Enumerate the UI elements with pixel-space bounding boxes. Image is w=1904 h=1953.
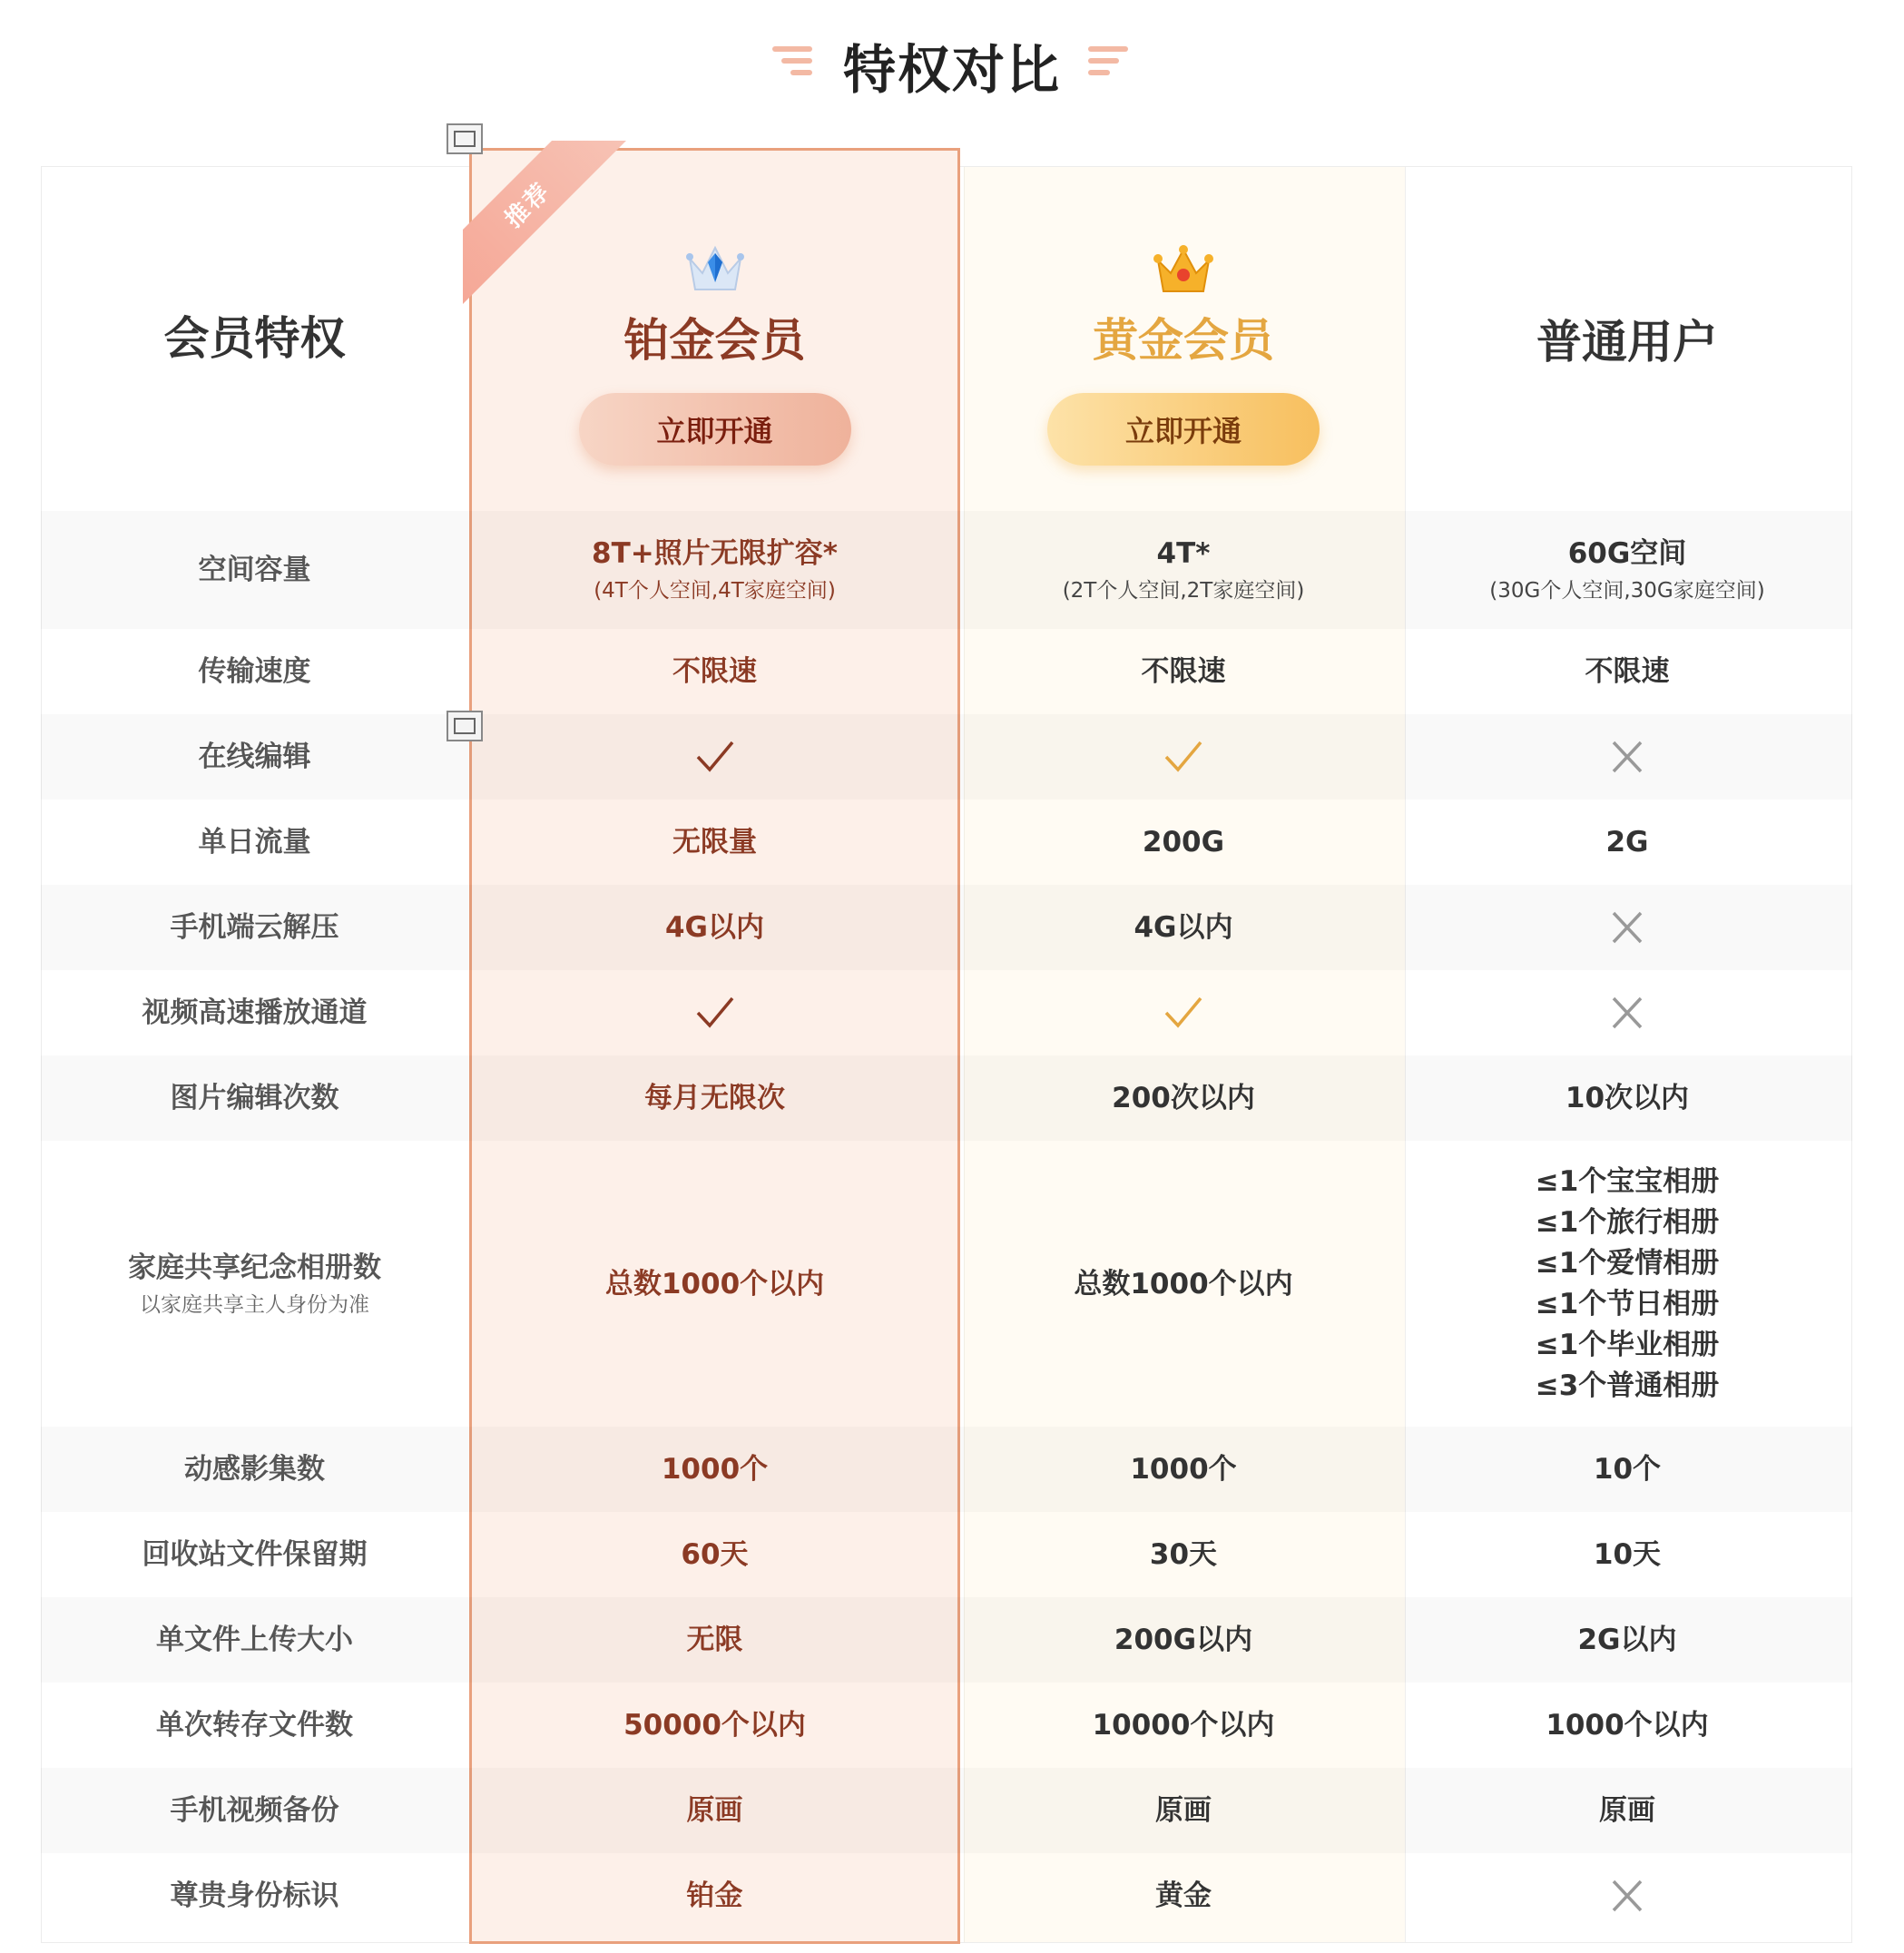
feature-value: 8T+照片无限扩容* bbox=[592, 537, 838, 570]
feature-value: 黄金 bbox=[1155, 1879, 1212, 1912]
normal-header bbox=[1404, 166, 1850, 511]
feature-value: 60G空间 bbox=[1567, 537, 1687, 570]
heading-decoration-right bbox=[1088, 46, 1132, 84]
section-heading bbox=[0, 29, 1904, 102]
label-cell bbox=[41, 629, 468, 714]
feature-value: 4T* bbox=[1156, 537, 1211, 570]
image-placeholder-icon bbox=[447, 123, 483, 154]
album-limit-item: ≤3个普通相册 bbox=[1535, 1369, 1720, 1402]
gold-cell bbox=[963, 1055, 1404, 1141]
platinum-cell bbox=[472, 885, 957, 970]
feature-value: 每月无限次 bbox=[644, 1082, 785, 1114]
gold-subscribe-button[interactable]: 立即开通 bbox=[1047, 393, 1320, 466]
feature-label: 回收站文件保留期 bbox=[142, 1538, 368, 1571]
feature-value: 无限 bbox=[686, 1624, 743, 1656]
feature-value: 原画 bbox=[1599, 1794, 1655, 1827]
feature-value: 200次以内 bbox=[1112, 1082, 1255, 1114]
feature-value: 4G以内 bbox=[1134, 911, 1233, 944]
feature-label: 单日流量 bbox=[198, 826, 311, 859]
feature-value: 1000个 bbox=[1130, 1453, 1237, 1486]
normal-cell bbox=[1404, 885, 1850, 970]
gold-tier-name: 黄金会员 bbox=[1093, 314, 1274, 367]
feature-label: 单文件上传大小 bbox=[156, 1624, 353, 1656]
header-label-cell bbox=[41, 166, 468, 511]
gold-cell bbox=[963, 629, 1404, 714]
label-cell bbox=[41, 1427, 468, 1512]
feature-value: 无限量 bbox=[672, 826, 757, 859]
normal-cell bbox=[1404, 1141, 1850, 1427]
cross-icon bbox=[1606, 995, 1648, 1031]
label-cell bbox=[41, 511, 468, 629]
gold-header bbox=[963, 218, 1404, 490]
platinum-cell bbox=[472, 1427, 957, 1512]
normal-cell bbox=[1404, 970, 1850, 1055]
platinum-cell bbox=[472, 800, 957, 885]
normal-cell bbox=[1404, 511, 1850, 629]
gold-cell bbox=[963, 511, 1404, 629]
feature-value: 2G bbox=[1605, 826, 1649, 859]
normal-cell bbox=[1404, 714, 1850, 800]
normal-cell bbox=[1404, 1055, 1850, 1141]
feature-note: (2T个人空间,2T家庭空间) bbox=[1062, 579, 1305, 603]
platinum-cell bbox=[472, 1683, 957, 1768]
feature-note: 以家庭共享主人身份为准 bbox=[140, 1292, 369, 1317]
label-cell bbox=[41, 1683, 468, 1768]
platinum-cell bbox=[472, 629, 957, 714]
album-limit-item: ≤1个宝宝相册 bbox=[1535, 1164, 1720, 1198]
feature-label: 手机视频备份 bbox=[170, 1794, 339, 1827]
feature-label: 动感影集数 bbox=[184, 1453, 325, 1486]
feature-value: 4G以内 bbox=[664, 911, 764, 944]
normal-tier-name: 普通用户 bbox=[1536, 316, 1718, 368]
label-cell bbox=[41, 970, 468, 1055]
platinum-subscribe-button[interactable]: 立即开通 bbox=[579, 393, 851, 466]
feature-note: (4T个人空间,4T家庭空间) bbox=[594, 579, 836, 603]
normal-cell bbox=[1404, 800, 1850, 885]
platinum-header bbox=[472, 218, 957, 490]
label-header: 会员特权 bbox=[163, 312, 346, 365]
album-limit-item: ≤1个旅行相册 bbox=[1535, 1205, 1720, 1239]
feature-label: 传输速度 bbox=[198, 655, 311, 688]
feature-value: 200G bbox=[1142, 826, 1225, 859]
normal-cell bbox=[1404, 1853, 1850, 1938]
label-cell bbox=[41, 714, 468, 800]
normal-cell bbox=[1404, 1512, 1850, 1597]
feature-value: 1000个 bbox=[661, 1453, 769, 1486]
recommended-ribbon-label: 推荐 bbox=[463, 141, 626, 304]
label-cell bbox=[41, 800, 468, 885]
label-cell bbox=[41, 1512, 468, 1597]
feature-value: 不限速 bbox=[672, 655, 757, 688]
check-icon bbox=[694, 739, 736, 775]
feature-note: (30G个人空间,30G家庭空间) bbox=[1489, 579, 1765, 603]
normal-cell bbox=[1404, 1427, 1850, 1512]
feature-label: 视频高速播放通道 bbox=[142, 996, 368, 1029]
platinum-cell bbox=[472, 1853, 957, 1938]
feature-value: 200G以内 bbox=[1114, 1624, 1253, 1656]
cross-icon bbox=[1606, 739, 1648, 775]
feature-label: 手机端云解压 bbox=[170, 911, 339, 944]
feature-value: 不限速 bbox=[1585, 655, 1670, 688]
gold-cell bbox=[963, 885, 1404, 970]
gold-cell bbox=[963, 1512, 1404, 1597]
gold-cell bbox=[963, 1683, 1404, 1768]
album-limit-item: ≤1个毕业相册 bbox=[1535, 1328, 1720, 1361]
feature-value: 50000个以内 bbox=[623, 1709, 806, 1742]
gold-cell bbox=[963, 1597, 1404, 1683]
platinum-cell bbox=[472, 1597, 957, 1683]
feature-label: 单次转存文件数 bbox=[156, 1709, 353, 1742]
feature-value: 总数1000个以内 bbox=[604, 1267, 825, 1300]
gold-cell bbox=[963, 1768, 1404, 1853]
check-icon bbox=[694, 995, 736, 1031]
label-cell bbox=[41, 885, 468, 970]
feature-value: 不限速 bbox=[1141, 655, 1226, 688]
gold-cell bbox=[963, 1427, 1404, 1512]
feature-value: 60天 bbox=[681, 1538, 749, 1571]
image-placeholder-icon bbox=[447, 711, 483, 741]
feature-label: 图片编辑次数 bbox=[170, 1082, 339, 1114]
normal-cell bbox=[1404, 1768, 1850, 1853]
feature-label: 家庭共享纪念相册数 bbox=[128, 1251, 381, 1284]
feature-label: 空间容量 bbox=[198, 554, 311, 586]
feature-value: 原画 bbox=[686, 1794, 743, 1827]
label-cell bbox=[41, 1768, 468, 1853]
label-cell bbox=[41, 1597, 468, 1683]
feature-value: 10次以内 bbox=[1565, 1082, 1690, 1114]
feature-label: 在线编辑 bbox=[198, 741, 311, 773]
platinum-cell bbox=[472, 970, 957, 1055]
gold-crown-icon bbox=[1153, 242, 1214, 299]
normal-cell bbox=[1404, 629, 1850, 714]
diamond-crown-icon bbox=[684, 242, 746, 299]
platinum-cell bbox=[472, 1768, 957, 1853]
feature-value: 30天 bbox=[1149, 1538, 1218, 1571]
feature-label: 尊贵身份标识 bbox=[170, 1879, 339, 1912]
page-title: 特权对比 bbox=[842, 39, 1061, 101]
normal-cell bbox=[1404, 1597, 1850, 1683]
cross-icon bbox=[1606, 1878, 1648, 1914]
feature-value: 1000个以内 bbox=[1546, 1709, 1709, 1742]
gold-cell bbox=[963, 1853, 1404, 1938]
gold-cell bbox=[963, 800, 1404, 885]
platinum-cell bbox=[472, 1055, 957, 1141]
label-cell bbox=[41, 1141, 468, 1427]
label-cell bbox=[41, 1853, 468, 1938]
feature-value: 铂金 bbox=[686, 1879, 743, 1912]
platinum-cell bbox=[472, 511, 957, 629]
album-limit-item: ≤1个爱情相册 bbox=[1535, 1246, 1720, 1280]
platinum-tier-name: 铂金会员 bbox=[623, 314, 806, 367]
album-limit-item: ≤1个节日相册 bbox=[1535, 1287, 1720, 1320]
platinum-cell bbox=[472, 714, 957, 800]
heading-decoration-left bbox=[772, 46, 816, 84]
gold-cell bbox=[963, 714, 1404, 800]
gold-cell bbox=[963, 1141, 1404, 1427]
normal-cell bbox=[1404, 1683, 1850, 1768]
check-icon bbox=[1163, 995, 1204, 1031]
gold-cell bbox=[963, 970, 1404, 1055]
label-cell bbox=[41, 1055, 468, 1141]
feature-value: 总数1000个以内 bbox=[1074, 1267, 1293, 1300]
feature-value: 原画 bbox=[1155, 1794, 1212, 1827]
feature-value: 2G以内 bbox=[1577, 1624, 1677, 1656]
feature-value: 10个 bbox=[1593, 1453, 1662, 1486]
feature-value: 10天 bbox=[1593, 1538, 1662, 1571]
platinum-cell bbox=[472, 1141, 957, 1427]
platinum-cell bbox=[472, 1512, 957, 1597]
cross-icon bbox=[1606, 909, 1648, 946]
feature-value: 10000个以内 bbox=[1092, 1709, 1275, 1742]
check-icon bbox=[1163, 739, 1204, 775]
